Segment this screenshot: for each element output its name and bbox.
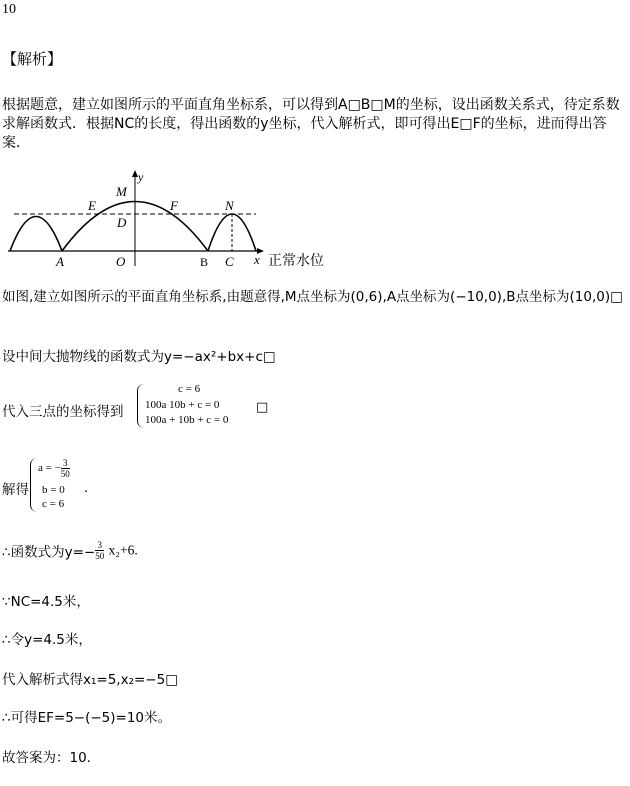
- solve-label: 解得: [2, 482, 29, 498]
- system-end-mark: □: [256, 400, 269, 415]
- label-C: C: [225, 254, 234, 269]
- solution-c: c = 6: [42, 498, 65, 510]
- label-E: E: [88, 198, 96, 213]
- label-x: x: [254, 252, 260, 267]
- nc-line: ∵NC=4.5米，: [2, 594, 90, 610]
- function-suffix: x₂+6.: [108, 542, 138, 558]
- solution-a: [38, 458, 70, 479]
- label-M: M: [116, 184, 127, 199]
- water-level-label: 正常水位: [268, 253, 324, 269]
- function-num: 3: [95, 540, 104, 551]
- system-brace: [137, 384, 144, 428]
- solution-end-mark: .: [84, 481, 89, 496]
- ef-line: ∴可得EF=5−(−5)=10米。: [2, 710, 172, 726]
- let-line: ∴令y=4.5米，: [2, 632, 92, 648]
- solution-a-prefix: a = −: [38, 462, 61, 475]
- coords-paragraph: 如图,建立如图所示的平面直角坐标系,由题意得,M点坐标为(0,6),A点坐标为(−10,0),B点坐标为(10,0)□: [2, 289, 623, 305]
- solution-a-den: 50: [60, 469, 70, 479]
- answer-line: 故答案为：10.: [2, 750, 91, 766]
- system-eq-2: 100a 10b + c = 0: [145, 399, 220, 411]
- label-A: A: [56, 254, 64, 269]
- label-D: D: [117, 215, 127, 230]
- label-y: y: [138, 170, 144, 184]
- substitute-label: 代入三点的坐标得到: [2, 404, 124, 420]
- setup-line: 设中间大抛物线的函数式为y=−ax²+bx+c□: [2, 349, 276, 365]
- left-small-arch: [10, 217, 62, 252]
- analysis-paragraph: 根据题意，建立如图所示的平面直角坐标系，可以得到A□B□M的坐标，设出函数关系式，待定系数求解函数式．根据NC的长度，得出函数的y坐标，代入解析式，即可得出E□F的坐标，进而得出答案．: [2, 97, 620, 151]
- solution-a-num: 3: [61, 458, 70, 469]
- solution-b: b = 0: [42, 484, 65, 496]
- label-O: O: [116, 254, 126, 269]
- label-N: N: [225, 198, 234, 213]
- label-B: B: [200, 255, 209, 269]
- question-number: 10: [2, 2, 16, 17]
- roots-line: 代入解析式得x₁=5,x₂=−5□: [2, 672, 178, 688]
- function-fraction: [95, 540, 104, 561]
- system-eq-1: c = 6: [178, 383, 201, 395]
- parabola-figure: [0, 168, 340, 270]
- label-F: F: [170, 198, 178, 213]
- function-prefix: ∴函数式为y=−: [2, 544, 96, 561]
- solution-a-fraction: [61, 458, 70, 479]
- solution-brace: [30, 458, 37, 512]
- system-eq-3: 100a + 10b + c = 0: [145, 414, 229, 426]
- section-label: 【解析】: [2, 50, 63, 68]
- function-den: 50: [95, 551, 105, 561]
- function-line: [2, 540, 138, 561]
